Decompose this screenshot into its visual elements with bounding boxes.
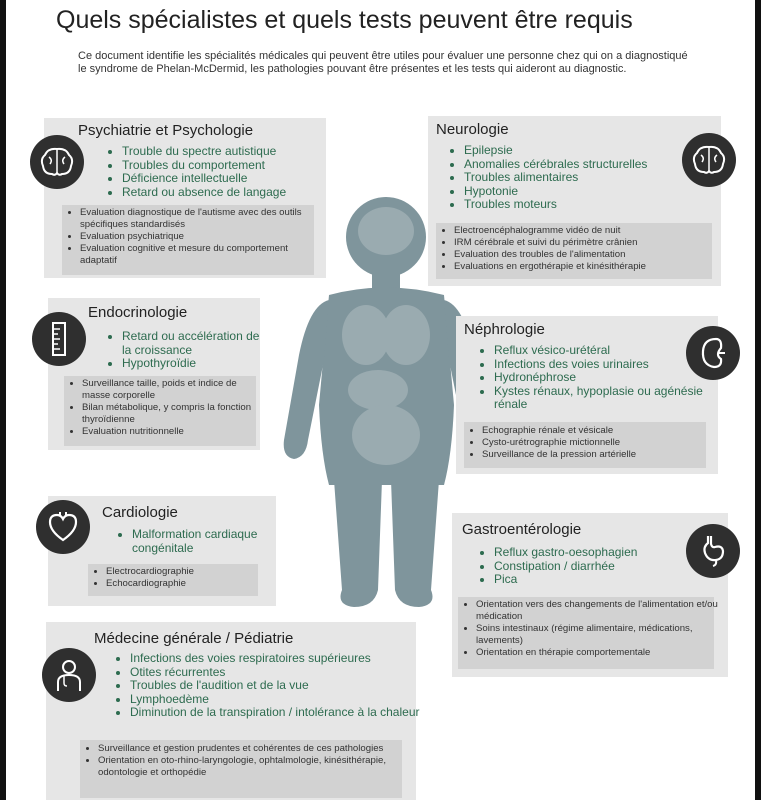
list-item: • Troubles moteurs [464,198,704,212]
psychiatrie-conditions [104,145,286,199]
list-item: • Déficience intellectuelle [122,172,286,186]
list-item: • Evaluation diagnostique de l'autisme avec des outils spécifiques standardisés [80,207,320,231]
list-item: • Orientation en thérapie comportementale [476,647,724,659]
list-item: • Hydronéphrose [494,371,706,385]
list-item: • Retard ou accélération de la croissance [122,330,272,357]
list-item: • Retard ou absence de langage [122,186,286,200]
nephrologie-conditions [476,344,706,412]
neurologie-tests [440,225,722,273]
section-medecine-title: Médecine générale / Pédiatrie [94,630,294,647]
list-item: • Evaluation des troubles de l'alimentation [454,249,722,261]
section-psychiatrie-title: Psychiatrie et Psychologie [78,122,254,139]
list-item: • Reflux gastro-oesophagien [494,546,694,560]
doctor-icon [42,648,96,702]
list-item: • Troubles alimentaires [464,171,704,185]
nephrologie-tests [468,425,718,461]
intro-text: Ce document identifie les spécialités médicales qui peuvent être utiles pour évaluer une personne chez qui on a diagnostiqué le syndrome de Phelan-McDermid, les pathologies pouvant être présentes et les tests qui aideront au diagnostic. [78,50,688,75]
medecine-conditions [112,652,430,720]
infographic-page [6,0,755,800]
stomach-icon [686,524,740,578]
endocrinologie-conditions [104,330,272,371]
list-item: • Echographie rénale et vésicale [482,425,718,437]
list-item: • Otites récurrentes [130,666,430,680]
list-item: • Lymphoedème [130,693,430,707]
ruler-icon [32,312,86,366]
list-item: • Evaluations en ergothérapie et kinésithérapie [454,261,722,273]
list-item: • Electroencéphalogramme vidéo de nuit [454,225,722,237]
medecine-tests [84,743,410,779]
list-item: • Diminution de la transpiration / intolérance à la chaleur [130,706,430,720]
list-item: • Surveillance et gestion prudentes et cohérentes de ces pathologies [98,743,410,755]
list-item: • Malformation cardiaque congénitale [132,528,292,555]
list-item: • Bilan métabolique, y compris la fonction thyroïdienne [82,402,262,426]
list-item: • Trouble du spectre autistique [122,145,286,159]
list-item: • Soins intestinaux (régime alimentaire, médications, lavements) [476,623,724,647]
list-item: • Anomalies cérébrales structurelles [464,158,704,172]
section-nephrologie-title: Néphrologie [464,321,545,338]
list-item: • Orientation vers des changements de l'alimentation et/ou médication [476,599,724,623]
list-item: • IRM cérébrale et suivi du périmètre crânien [454,237,722,249]
psychiatrie-tests [66,207,320,267]
list-item: • Pica [494,573,694,587]
section-gastro-title: Gastroentérologie [462,521,582,538]
list-item: • Evaluation psychiatrique [80,231,320,243]
list-item: • Epilepsie [464,144,704,158]
gastro-tests [462,599,724,659]
list-item: • Electrocardiographie [106,566,270,578]
list-item: • Cysto-urétrographie mictionnelle [482,437,718,449]
list-item: • Infections des voies respiratoires supérieures [130,652,430,666]
heart-icon [36,500,90,554]
section-cardiologie-title: Cardiologie [102,504,178,521]
list-item: • Reflux vésico-urétéral [494,344,706,358]
neurologie-conditions [446,144,704,212]
list-item: • Hypotonie [464,185,704,199]
cardiologie-tests [92,566,270,590]
page-title: Quels spécialistes et quels tests peuvent être requis [56,6,633,34]
list-item: • Surveillance de la pression artérielle [482,449,718,461]
brain-icon [30,135,84,189]
list-item: • Evaluation nutritionnelle [82,426,262,438]
list-item: • Infections des voies urinaires [494,358,706,372]
list-item: • Troubles du comportement [122,159,286,173]
list-item: • Echocardiographie [106,578,270,590]
list-item: • Kystes rénaux, hypoplasie ou agénésie rénale [494,385,706,412]
endocrinologie-tests [68,378,262,438]
list-item: • Orientation en oto-rhino-laryngologie, ophtalmologie, kinésithérapie, odontologie et orthopédie [98,755,410,779]
gastro-conditions [476,546,694,587]
list-item: • Troubles de l'audition et de la vue [130,679,430,693]
section-neurologie-title: Neurologie [436,121,509,138]
list-item: • Constipation / diarrhée [494,560,694,574]
list-item: • Surveillance taille, poids et indice de masse corporelle [82,378,262,402]
section-endocrinologie-title: Endocrinologie [88,304,188,321]
list-item: • Hypothyroïdie [122,357,272,371]
list-item: • Evaluation cognitive et mesure du comportement adaptatif [80,243,320,267]
cardiologie-conditions [114,528,292,555]
